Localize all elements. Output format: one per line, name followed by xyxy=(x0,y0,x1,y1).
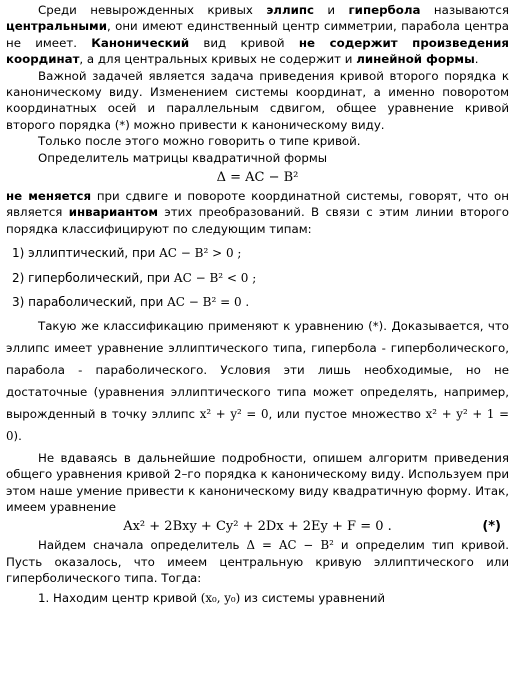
type-item-hyperbolic xyxy=(12,266,509,291)
formula-inline: Δ = AC − B² xyxy=(246,538,334,553)
paragraph-type: Только после этого можно говорить о типе кривой. xyxy=(38,134,361,149)
text: при сдвиге и повороте координатной системы, говорят, что он является xyxy=(6,189,509,220)
paragraph-task: Важной задачей является задача приведения кривой второго порядка к каноническому виду. Изменением системы координат, а именно поворотом координатных осей и параллельным сдвигом, общее уравнение кривой второго порядка (*) можно привести к каноническому виду. xyxy=(6,68,509,132)
text: вид кривой xyxy=(189,35,299,50)
term-ellipse: эллипс xyxy=(266,3,314,17)
type-item-elliptic xyxy=(12,241,509,266)
type-condition: AC − B² < 0 ; xyxy=(173,270,257,285)
paragraph-step-1 xyxy=(6,587,509,609)
text: . xyxy=(474,52,479,67)
text: Среди невырожденных кривых xyxy=(38,3,267,17)
formula-inline: x² + y² + 1 = 0 xyxy=(6,406,509,443)
text: Найдем сначала определитель xyxy=(38,538,247,553)
text: из системы уравнений xyxy=(240,590,386,605)
text: и определим тип кривой. Пусть оказалось, что имеем центральную кривую эллиптического или гиперболического типа. Тогда: xyxy=(6,538,509,586)
formula-inline: (x₀, y₀) xyxy=(200,590,241,605)
type-condition: AC − B² > 0 ; xyxy=(159,246,242,261)
formula-inline: x² + y² = 0 xyxy=(199,406,269,421)
term-canonical: Канонический xyxy=(91,35,190,50)
paragraph-central-curves xyxy=(6,2,509,68)
term-linear-form: линейной формы xyxy=(356,52,475,67)
term-invariant: инвариантом xyxy=(68,205,158,220)
paragraph-classification xyxy=(6,315,509,447)
formula-general-equation xyxy=(6,517,509,537)
type-label: 3) параболический, при xyxy=(12,295,168,310)
equation-tag: (*) xyxy=(482,519,501,535)
formula-determinant xyxy=(6,168,509,188)
formula-text: Δ = AC − B² xyxy=(216,170,299,186)
paragraph-determinant-intro: Определитель матрицы квадратичной формы xyxy=(38,150,328,165)
type-label: 1) эллиптический, при xyxy=(12,246,160,261)
text: Такую же классификацию применяют к уравнению (*). Доказывается, что эллипс имеет уравнение эллиптического типа, гипербола - гиперболического, парабола - параболического. Условия эти лишь необходимые, но не достаточные (уравнения эллиптического типа может определять, например, вырожденный в точку эллипс xyxy=(6,318,509,421)
type-item-parabolic xyxy=(12,290,509,315)
type-condition: AC − B² = 0 . xyxy=(167,295,250,310)
term-no-product: не содержит произведения координат xyxy=(6,35,509,67)
text: , или пустое множество xyxy=(268,406,426,421)
paragraph-find-determinant xyxy=(6,537,509,586)
text: 1. Находим центр кривой xyxy=(38,590,201,605)
text: ). xyxy=(13,428,22,443)
type-label: 2) гиперболический, при xyxy=(12,270,174,285)
term-invariant-unchanged: не меняется xyxy=(6,189,92,204)
text: этих преобразований. В связи с этим линии второго порядка классифицируют по следующим типам: xyxy=(6,205,509,236)
formula-text: Ax² + 2Bxy + Cy² + 2Dx + 2Ey + F = 0 . xyxy=(123,519,392,535)
text: , они имеют единственный центр симметрии, парабола центра не имеет. xyxy=(6,19,509,50)
text: , а для центральных кривых не содержит и xyxy=(79,52,357,67)
text: называются xyxy=(420,3,509,17)
term-central: центральными xyxy=(6,19,107,34)
paragraph-invariant xyxy=(6,188,509,237)
text: и xyxy=(314,3,349,17)
term-hyperbola: гипербола xyxy=(348,3,421,17)
paragraph-algorithm: Не вдаваясь в дальнейшие подробности, опишем алгоритм приведения общего уравнения кривой 2–го порядка к каноническому виду. Используем при этом наше умение привести к каноническому виду квадратичную форму. Итак, имеем уравнение xyxy=(6,450,509,514)
